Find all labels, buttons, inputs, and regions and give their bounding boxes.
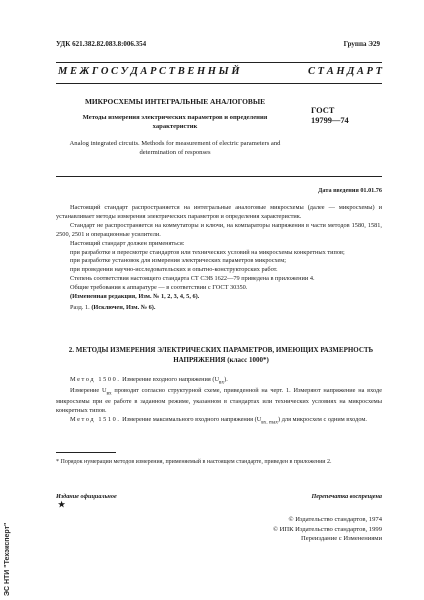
banner-right: С Т А Н Д А Р Т	[308, 66, 382, 77]
gost-number	[311, 106, 381, 126]
copyright-line: © Издательство стандартов, 1974	[288, 516, 382, 523]
method-1500-p-rest: проводят согласно структурной схеме, приведенной на черт. 1. Измеряют напряжение на входе микросхемы при ее работе в заданном режиме, указанном в стандартах или технических условиях на микросхемы конкретных типов.	[56, 387, 382, 415]
method-1510-sub: вх. max	[261, 419, 279, 426]
section-2-heading: 2. МЕТОДЫ ИЗМЕРЕНИЯ ЭЛЕКТРИЧЕСКИХ ПАРАМЕТРОВ, ИМЕЮЩИХ РАЗМЕРНОСТЬ НАПРЯЖЕНИЯ (класс 1000*)	[68, 346, 374, 364]
method-1500-p-sub: вх	[106, 390, 112, 397]
footnote: * Порядок нумерации методов измерения, применяемый в настоящем стандарте, приведен в приложении 2.	[56, 459, 332, 465]
method-1500-sub: вх	[219, 379, 225, 386]
introduction-date: Дата введения 01.01.76	[318, 187, 382, 194]
document-subtitle: Методы измерения электрических параметров и определения характеристик	[82, 114, 268, 130]
methods-body	[56, 376, 382, 427]
method-1500-label: Метод 1500.	[70, 376, 121, 383]
paragraph: Стандарт не распространяется на коммутаторы и ключи, на компараторы напряжения в части методов 1580, 1581, 2500, 2501 и операционные усилители.	[56, 221, 382, 238]
method-1500-heading	[56, 376, 382, 387]
footnote-rule	[56, 452, 116, 453]
method-1500-text: Измерение входного напряжения (U	[122, 376, 219, 383]
official-edition: Издание официальное	[56, 493, 117, 500]
method-1510-text: Измерение максимального входного напряжения (U	[122, 416, 262, 424]
section-1-note	[56, 304, 382, 313]
intro-body	[56, 204, 382, 313]
method-1500-end: ).	[224, 376, 228, 383]
side-watermark: ЭС НТИ "Техэксперт"	[4, 522, 11, 596]
method-1510-end: ) для микросхем с одним входом.	[278, 416, 367, 424]
copyright-block	[273, 515, 382, 544]
banner-left: М Е Ж Г О С У Д А Р С Т В Е Н Н Ы Й	[58, 66, 240, 77]
method-1500-paragraph	[56, 387, 382, 416]
title-bottom-rule	[56, 176, 382, 177]
reissue-note: Переиздание с Изменениями	[300, 535, 382, 542]
section-1-label: Разд. 1.	[70, 303, 90, 311]
paragraph: Степень соответствия настоящего стандарта СТ СЭВ 1622—79 приведена в приложении 4.	[70, 275, 315, 283]
top-rule	[56, 62, 382, 63]
udk-code: УДК 621.382.82.083.8:006.354	[56, 40, 147, 48]
paragraph: при проведении научно-исследовательских и опытно-конструкторских работ.	[70, 266, 278, 274]
reprint-prohibited: Перепечатка воспрещена	[311, 493, 382, 500]
amendment-note: (Измененная редакция, Изм. № 1, 2, 3, 4, 5, 6).	[70, 293, 200, 301]
paragraph: Настоящий стандарт распространяется на интегральные аналоговые микросхемы (далее — микросхемы) и устанавливает методы измерения электрических параметров и определения характеристик.	[56, 204, 382, 220]
method-1500-p-start: Измерение U	[70, 387, 107, 395]
gost-label: ГОСТ	[311, 106, 335, 115]
paragraph: Настоящий стандарт должен применяться:	[70, 239, 185, 247]
copyright-line: © ИПК Издательство стандартов, 1999	[272, 525, 382, 533]
group-code: Группа Э29	[343, 40, 380, 48]
gost-code: 19799—74	[311, 116, 349, 125]
document-title: МИКРОСХЕМЫ ИНТЕГРАЛЬНЫЕ АНАЛОГОВЫЕ	[84, 97, 266, 106]
star-icon: ★	[58, 500, 66, 509]
english-title: Analog integrated circuits. Methods for measurement of electric parameters and determination of responses	[69, 140, 281, 156]
paragraph: при разработке установок для измерения электрических параметров микросхем;	[70, 257, 287, 265]
banner-bottom-rule	[56, 83, 382, 84]
section-1-excluded: (Исключен, Изм. № 6).	[91, 303, 156, 311]
method-1510-label: Метод 1510.	[70, 416, 121, 424]
paragraph: при разработке и пересмотре стандартов или технических условий на микросхемы конкретных типов;	[70, 248, 345, 256]
method-1510-heading	[56, 416, 382, 427]
standard-banner	[58, 66, 382, 77]
paragraph: Общие требования к аппаратуре — в соответствии с ГОСТ 30350.	[70, 284, 248, 292]
